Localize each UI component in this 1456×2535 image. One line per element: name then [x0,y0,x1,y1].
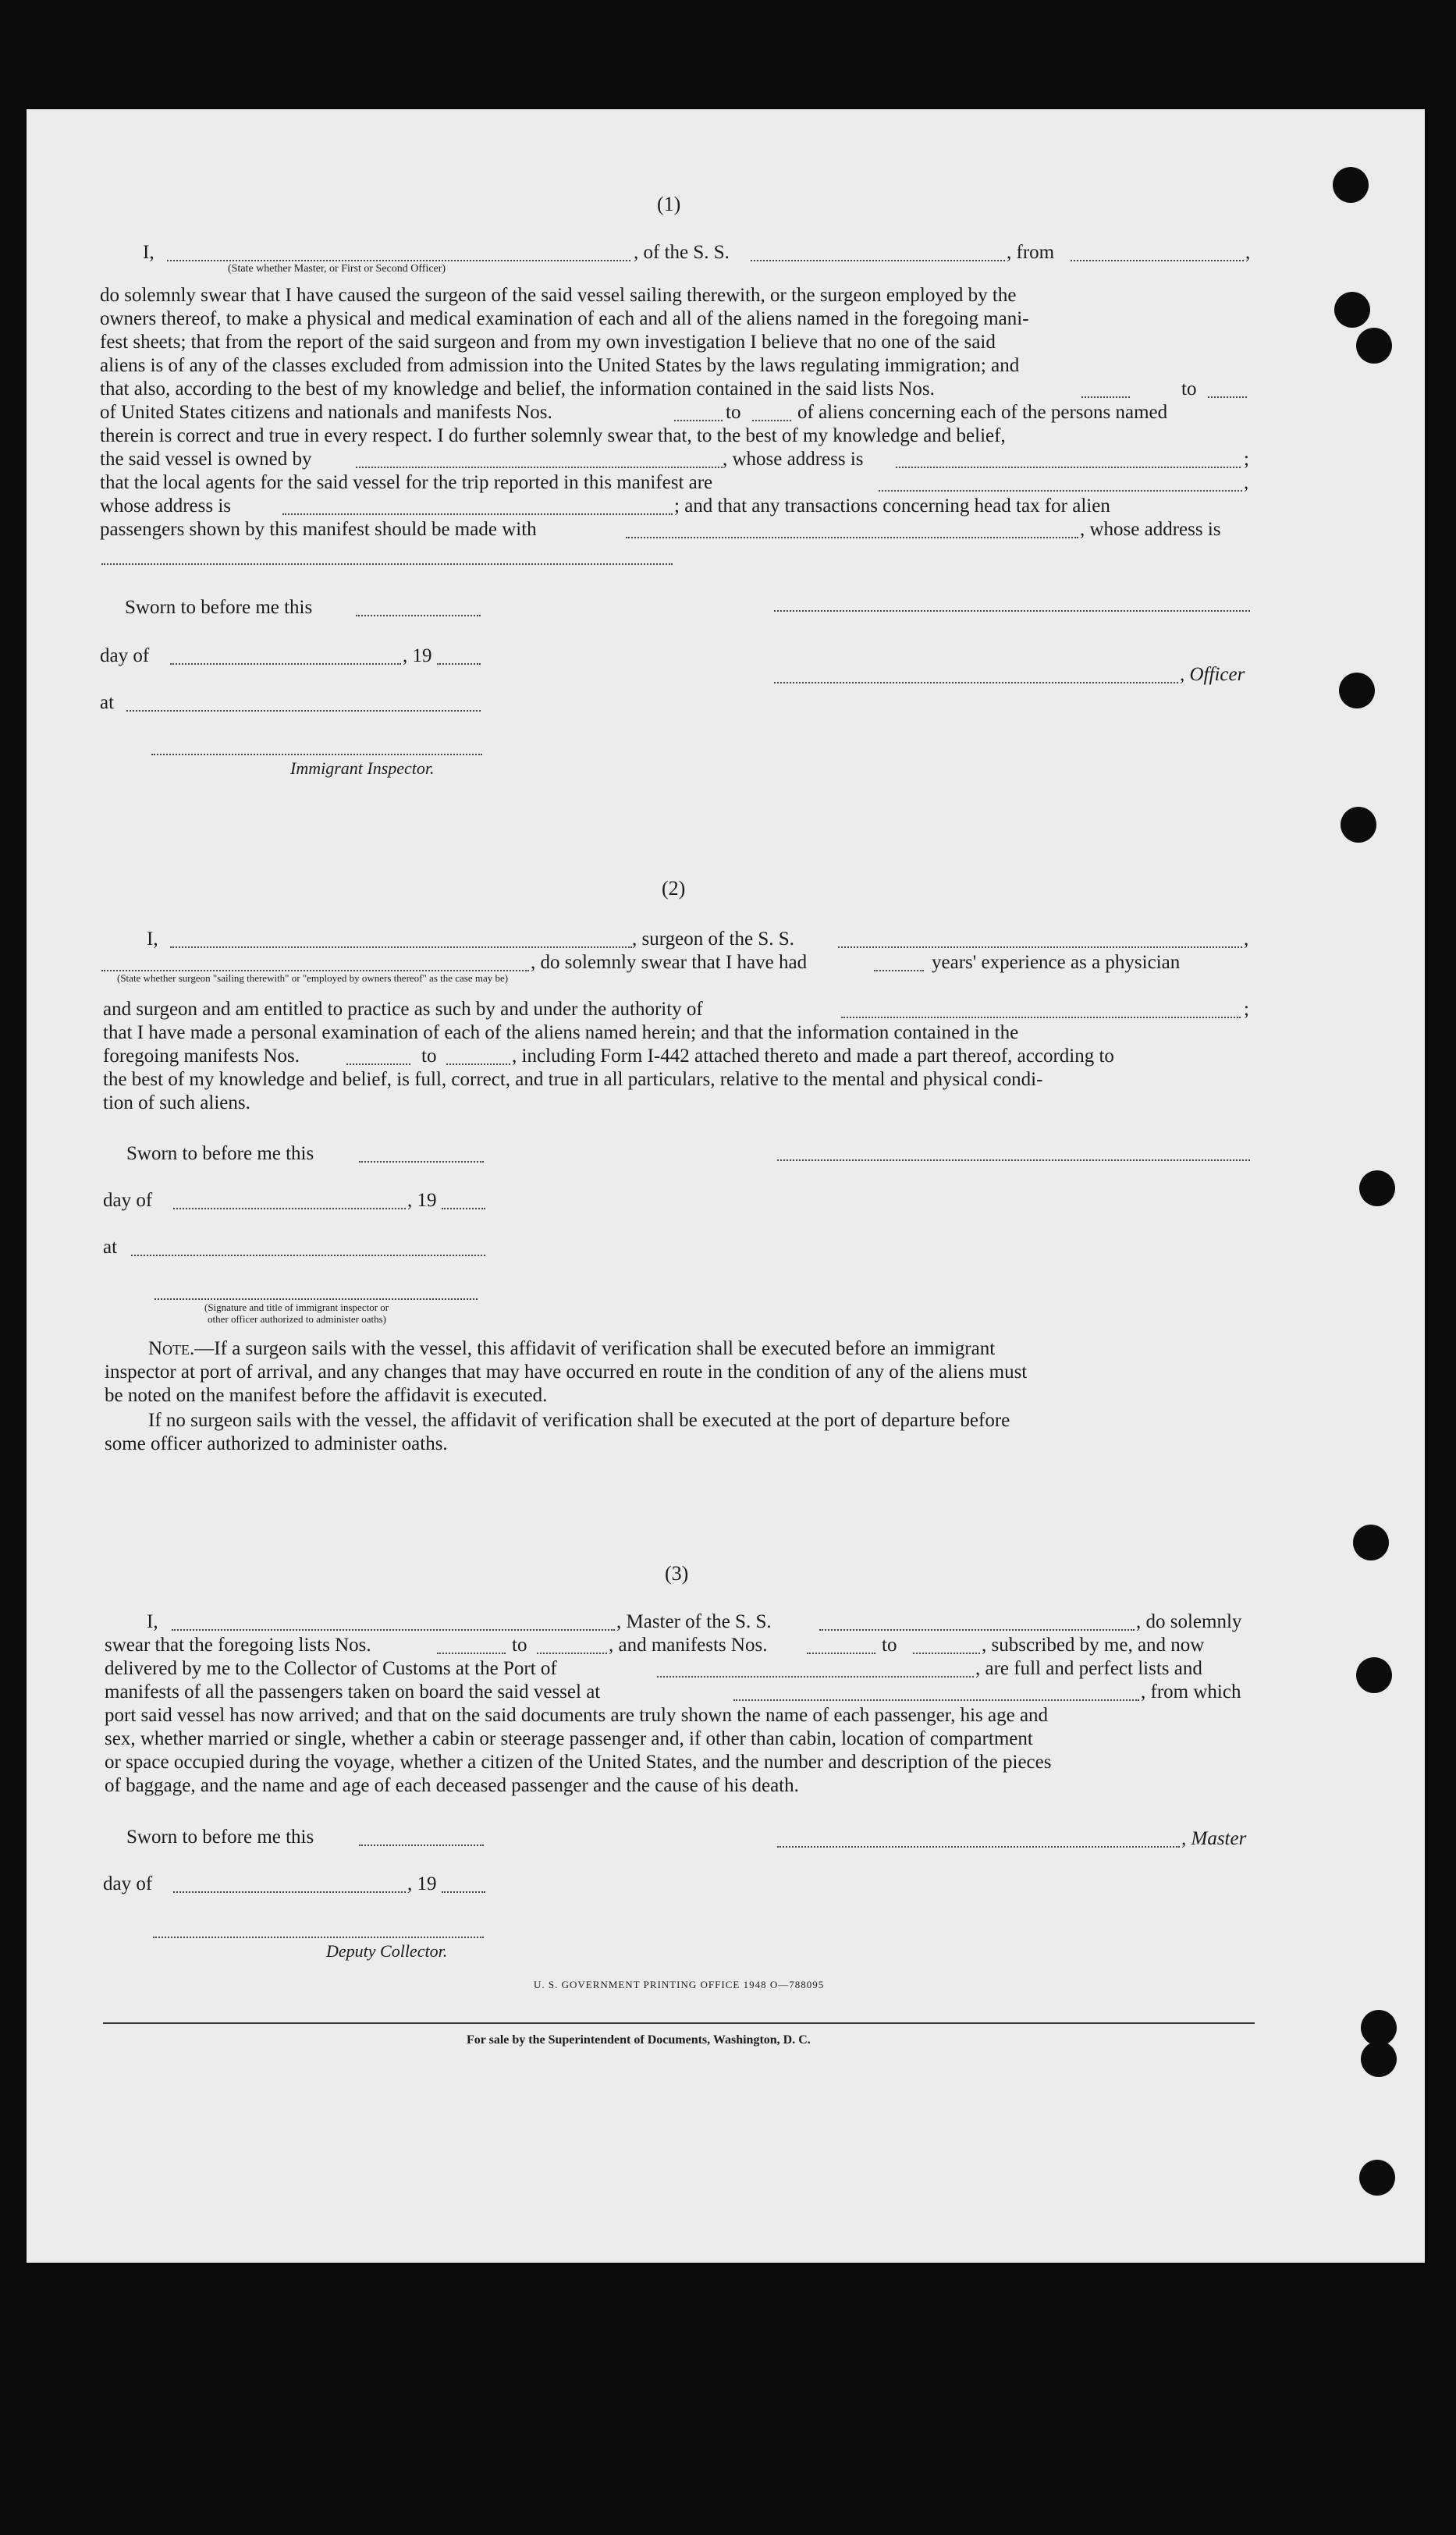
s1-year-prefix: , 19 [403,645,432,666]
s1-passengers: passengers shown by this manifest should be made with [100,519,537,540]
s2-surgeon-name-field[interactable] [170,946,632,948]
s3-master-label: , Master [1181,1828,1247,1849]
s3-deputy-label: Deputy Collector. [326,1941,448,1961]
s2-surgeon-of: , surgeon of the S. S. [632,928,794,950]
s2-comma: , [1244,928,1249,950]
s1-whose-address-3: , whose address is [1080,519,1221,540]
s3-manifests-to-field[interactable] [913,1653,980,1654]
s1-comma: , [1244,472,1249,493]
s2-manifests: foregoing manifests Nos. [103,1046,300,1067]
s2-line: tion of such aliens. [103,1092,250,1113]
s3-master-name-field[interactable] [172,1629,615,1631]
s1-signature-field[interactable] [774,610,1250,612]
s3-line: sex, whether married or single, whether a cabin or steerage passenger and, if other than cabin, location of compartment [105,1728,1033,1749]
s1-line: do solemnly swear that I have caused the surgeon of the said vessel sailing therewith, or the surgeon employed by the [100,285,1017,306]
s1-whose-address: , whose address is [723,449,864,470]
s2-authority: and surgeon and am entitled to practice as such by and under the authority of [103,999,703,1020]
s2-note-text: be noted on the manifest before the affidavit is executed. [105,1385,548,1406]
s3-line: port said vessel has now arrived; and that on the said documents are truly shown the name of each passenger, his age and [105,1705,1049,1726]
s1-sworn-day-field[interactable] [356,615,481,616]
s2-sig-note: (Signature and title of immigrant inspector or [204,1301,389,1313]
s3-master-of: , Master of the S. S. [616,1611,772,1632]
s3-lists-to-field[interactable] [537,1653,607,1654]
s3-i-label: I, [147,1611,158,1632]
s1-comma: , [1245,242,1251,263]
s1-year-field[interactable] [437,663,481,665]
s1-agents-address-field[interactable] [282,513,673,515]
s1-manifests-to-field[interactable] [752,420,791,421]
s2-note-text: some officer authorized to administer oaths. [105,1433,448,1454]
s1-lists-to-field[interactable] [1208,396,1247,398]
s2-note-text: inspector at port of arrival, and any changes that may have occurred en route in the condition of any of the aliens must [105,1362,1028,1383]
s3-month-field[interactable] [173,1891,406,1893]
s2-signature-field[interactable] [777,1159,1250,1161]
sale-notice: For sale by the Superintendent of Documents, Washington, D. C. [467,2033,811,2047]
s1-line: of aliens concerning each of the persons named [797,402,1168,423]
s2-sworn-day-field[interactable] [359,1161,484,1163]
s1-officer-field[interactable] [167,260,630,261]
s3-lists: swear that the foregoing lists Nos. [105,1635,371,1656]
s2-inspector-sign-field[interactable] [154,1298,478,1300]
s3-year-field[interactable] [442,1891,485,1893]
s1-semicolon: ; [1244,449,1249,470]
s3-manifests-from-field[interactable] [807,1653,875,1654]
s2-note-label: Note. [148,1338,195,1359]
s3-solemnly: , do solemnly [1136,1611,1242,1632]
s1-line: owners thereof, to make a physical and medical examination of each and all of the aliens named in the foregoing mani- [100,308,1029,329]
s3-manifests-all: manifests of all the passengers taken on board the said vessel at [105,1681,601,1702]
s3-to: to [882,1635,897,1656]
s1-owned-by: the said vessel is owned by [100,449,312,470]
s2-line: , including Form I-442 attached thereto and made a part thereof, according to [512,1046,1114,1067]
s2-sworn: Sworn to before me this [126,1143,314,1164]
s2-vessel-field[interactable] [838,946,1242,948]
s3-line: or space occupied during the voyage, whether a citizen of the United States, and the number and description of the pieces [105,1752,1052,1773]
s3-sworn: Sworn to before me this [126,1827,314,1848]
section-3-heading: (3) [665,1562,689,1585]
s2-year-field[interactable] [442,1208,485,1209]
s1-whose-address-2: whose address is [100,495,232,517]
s1-head-tax-address-field[interactable] [101,563,673,565]
s2-at-field[interactable] [131,1255,485,1256]
s1-agents: that the local agents for the said vessel for the trip reported in this manifest are [100,472,713,493]
s1-manifests-from-field[interactable] [674,420,723,421]
s1-inspector-sign-field[interactable] [151,754,482,755]
s1-officer-note: (State whether Master, or First or Second Officer) [228,263,446,275]
s1-from: , from [1007,242,1055,263]
s3-year-prefix: , 19 [407,1873,437,1894]
s1-at: at [100,692,115,713]
s1-head-tax-agent-field[interactable] [626,537,1078,538]
s1-month-field[interactable] [170,663,401,665]
s1-owner-field[interactable] [356,467,723,468]
s3-sworn-day-field[interactable] [359,1844,484,1846]
s1-officer-sign-field[interactable] [774,682,1178,683]
s3-master-sign-field[interactable] [777,1846,1180,1848]
s3-delivered: delivered by me to the Collector of Customs at the Port of [105,1658,557,1679]
s3-vessel-field[interactable] [819,1629,1135,1631]
s2-note-text: If no surgeon sails with the vessel, the affidavit of verification shall be executed at the port of departure before [148,1410,1010,1431]
s3-from-which: , from which [1141,1681,1241,1702]
s3-embark-field[interactable] [733,1699,1139,1701]
s1-vessel-field[interactable] [751,260,1005,261]
s2-sailing-field[interactable] [101,970,529,971]
s1-agents-field[interactable] [879,490,1242,492]
s2-years-field[interactable] [874,970,924,971]
s2-line: the best of my knowledge and belief, is full, correct, and true in all particulars, relative to the mental and physical condi- [103,1069,1043,1090]
s1-to: to [1181,378,1197,399]
s1-line: therein is correct and true in every respect. I do further solemnly swear that, to the best of my knowledge and belief, [100,425,1006,446]
section-2-heading: (2) [662,877,686,900]
s1-owner-address-field[interactable] [896,467,1241,468]
s1-inspector-label: Immigrant Inspector. [290,758,435,778]
s3-line: of baggage, and the name and age of each deceased passenger and the cause of his death. [105,1775,799,1796]
s3-perfect-lists: , are full and perfect lists and [975,1658,1202,1679]
s2-swear: , do solemnly swear that I have had [531,952,808,973]
s3-subscribed: , subscribed by me, and now [982,1635,1205,1656]
s1-of-ss: , of the S. S. [634,242,730,263]
s2-manifests-from-field[interactable] [346,1063,410,1065]
s1-to: to [726,402,741,423]
s1-lists-from-field[interactable] [1081,396,1130,398]
s1-from-field[interactable] [1071,260,1244,261]
s1-line: aliens is of any of the classes excluded from admission into the United States by the laws regulating immigration; and [100,355,1020,376]
s2-i-label: I, [147,928,158,950]
s2-semicolon: ; [1244,999,1249,1020]
footer-rule [103,2022,1255,2024]
s2-at: at [103,1237,118,1258]
s1-i-label: I, [143,242,154,263]
s2-surgeon-note: (State whether surgeon "sailing therewith" or "employed by owners thereof" as the case may be) [117,972,509,984]
s2-authority-field[interactable] [841,1017,1241,1018]
gpo-imprint: U. S. GOVERNMENT PRINTING OFFICE 1948 O—788095 [534,1979,825,1990]
s3-lists-from-field[interactable] [437,1653,506,1654]
s1-line: of United States citizens and nationals and manifests Nos. [100,402,552,423]
s3-day-of: day of [103,1873,153,1894]
s3-manifests: , and manifests Nos. [609,1635,768,1656]
s1-day-of: day of [100,645,150,666]
s3-collector-sign-field[interactable] [153,1937,484,1938]
s3-port-field[interactable] [657,1676,974,1678]
section-1-heading: (1) [657,193,681,215]
s1-line: that also, according to the best of my knowledge and belief, the information contained in the said lists Nos. [100,378,935,399]
s2-year-prefix: , 19 [407,1190,437,1211]
s1-officer-label: , Officer [1180,664,1245,685]
s2-years-experience: years' experience as a physician [932,952,1181,973]
s3-to: to [512,1635,527,1656]
s1-head-tax: ; and that any transactions concerning head tax for alien [674,495,1110,517]
s2-sig-note: other officer authorized to administer oaths) [208,1313,386,1325]
s1-line: fest sheets; that from the report of the said surgeon and from my own investigation I believe that no one of the said [100,332,996,353]
s2-month-field[interactable] [173,1208,406,1209]
s1-at-field[interactable] [126,710,481,712]
s2-manifests-to-field[interactable] [446,1063,510,1065]
s1-sworn: Sworn to before me this [125,597,313,618]
s2-to: to [421,1046,437,1067]
s2-day-of: day of [103,1190,153,1211]
s2-line: that I have made a personal examination of each of the aliens named herein; and that the information contained in the [103,1022,1019,1043]
s2-note-text: —If a surgeon sails with the vessel, this affidavit of verification shall be executed before an immigrant [194,1338,996,1359]
